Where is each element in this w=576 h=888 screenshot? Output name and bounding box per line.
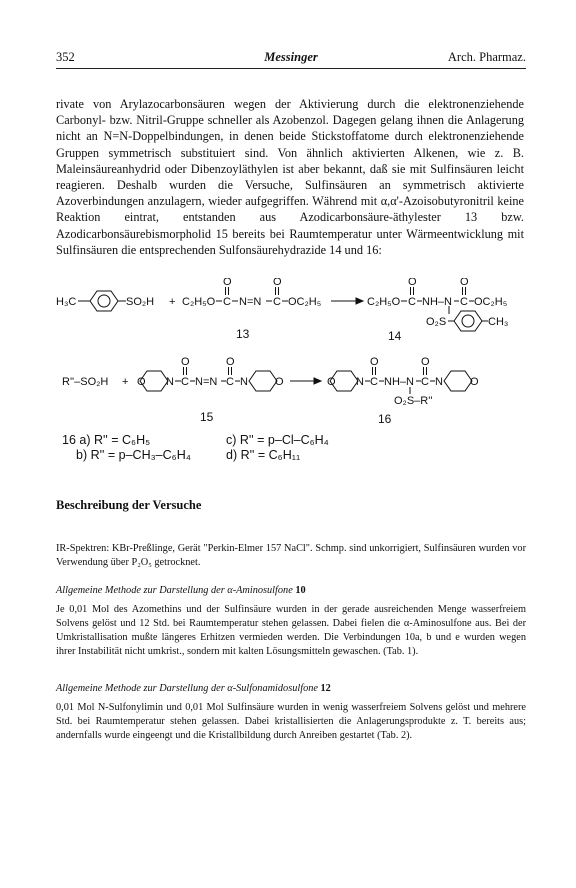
aromatic-circle xyxy=(462,315,474,327)
page-number: 352 xyxy=(56,50,75,64)
carbonyl-oxygen: O xyxy=(421,356,430,368)
product-ester-left: C₂H₅O xyxy=(367,296,401,308)
method-1-title xyxy=(56,584,526,598)
ring-nitrogen: N xyxy=(356,376,364,388)
plus-sign: + xyxy=(169,296,176,308)
compound-label-13: 13 xyxy=(236,327,250,341)
ring-oxygen: O xyxy=(137,376,146,388)
carbonyl-oxygen: O xyxy=(460,278,469,288)
method-1-title-text: Allgemeine Methode zur Darstellung der α-Aminosulfone xyxy=(56,585,296,596)
substituent-d: d) R'' = C₆H₁₁ xyxy=(226,448,301,462)
carbonyl-carbon: C xyxy=(370,376,378,388)
intro-text xyxy=(56,96,524,258)
morpholine-ring xyxy=(249,371,277,391)
journal-name: Arch. Pharmaz. xyxy=(447,50,526,64)
ring-nitrogen: N xyxy=(166,376,174,388)
carbonyl-carbon: C xyxy=(226,376,234,388)
product-ch3: CH₃ xyxy=(488,316,509,328)
reagent-so2h: SO₂H xyxy=(126,296,155,308)
plus-sign: + xyxy=(122,376,129,388)
intro-paragraph: rivate von Arylazocarbonsäuren wegen der Aktivierung durch die elektronenziehende Carbonyl- bzw. Nitril-Gruppe schneller als Azobenzol. Dagegen gelang ihnen die Anlagerung nicht an N=N-Doppelbindungen, in denen beide Stickstoffatome durch elektronenziehende Gruppen symmetrisch substituiert sind. Von ähnlich aktivierten Alkenen, wie z. B. Maleinsäureanhydrid oder Dibenzoyläthylen ist aber bekannt, daß sie mit Sulfinsäuren leicht reagieren. Deshalb wurden die Versuche, Sulfinsäuren an symmetrisch aktivierte Azoverbindungen anzulagern, wieder aufgegriffen. Während mit α,α'-Azoisobutyronitril keine Reaktion eintrat, entstanden aus Azodicarbonsäure-äthylester 13 bzw. Azodicarbonsäurebismorpholid 15 bereits bei Raumtemperatur unter Wärmeentwicklung mit Sulfinsäuren die entsprechenden Sulfonsäurehydrazide 14 und 16: xyxy=(56,97,524,257)
carbonyl-oxygen: O xyxy=(273,278,282,288)
method-1-block xyxy=(56,584,526,659)
carbonyl-carbon: C xyxy=(223,296,231,308)
method-1-text: Je 0,01 Mol des Azomethins und der Sulfinsäure wurden in der gerade ausreichenden Menge wasserfreiem Solvens gelöst und 12 Std. bei Raumtemperatur stehen gelassen. Dabei fielen die α-Aminosulfone aus. Bei der Umkristallisation mußte längeres Erhitzen vermieden werden. Die Verbindungen 10a, b und e wurden wegen ihrer Instabilität nicht umkrist., sondern mit kalten Lösungsmitteln gewaschen. (Tab. 1). xyxy=(56,604,526,657)
substituent-b: b) R'' = p–CH₃–C₆H₄ xyxy=(76,448,191,462)
ring-nitrogen: N xyxy=(435,376,443,388)
ring-oxygen: O xyxy=(327,376,336,388)
substituent-list xyxy=(62,433,329,463)
benzene-ring xyxy=(454,311,482,331)
product-so2r: O₂S–R'' xyxy=(394,395,433,407)
ring-nitrogen: N xyxy=(240,376,248,388)
hydrazide-chain: NH–N xyxy=(422,296,452,308)
reaction-scheme-svg xyxy=(56,278,526,443)
author-name: Messinger xyxy=(264,50,318,64)
method-2-title-text: Allgemeine Methode zur Darstellung der α-Sulfonamidosulfone xyxy=(56,683,321,694)
ring-oxygen: O xyxy=(470,376,479,388)
carbonyl-oxygen: O xyxy=(370,356,379,368)
carbonyl-oxygen: O xyxy=(181,356,190,368)
carbonyl-carbon: C xyxy=(181,376,189,388)
reagent-ch3: H₃C xyxy=(56,296,77,308)
morpholine-ring xyxy=(444,371,472,391)
method-2-title-number: 12 xyxy=(320,683,331,694)
ring-oxygen: O xyxy=(275,376,284,388)
substituent-c: c) R'' = p–Cl–C₆H₄ xyxy=(226,433,329,447)
carbonyl-carbon: C xyxy=(273,296,281,308)
method-2-text: 0,01 Mol N-Sulfonylimin und 0,01 Mol Sulfinsäure wurden in wenig wasserfreiem Solvens gelöst und mehrere Std. bei Raumtemperatur stehen gelassen. Dabei kristallisierten die Anlagerungsprodukte z. T. bereits aus; andernfalls wurde eingeengt und die Kristallbildung durch Anreiben gestartet (Tab. 2). xyxy=(56,702,526,741)
azo-chain: N=N xyxy=(239,296,262,308)
arrow-head xyxy=(356,298,363,304)
aromatic-circle xyxy=(98,295,110,307)
method-2-title xyxy=(56,682,526,696)
section-heading: Beschreibung der Versuche xyxy=(56,498,202,512)
carbonyl-oxygen: O xyxy=(408,278,417,288)
compound-label-15: 15 xyxy=(200,410,214,424)
carbonyl-carbon: C xyxy=(421,376,429,388)
substituent-row xyxy=(62,433,329,448)
ester-right: OC₂H₅ xyxy=(288,296,322,308)
substituent-row xyxy=(62,448,329,463)
ir-paragraph: IR-Spektren: KBr-Preßlinge, Gerät "Perkin-Elmer 157 NaCl". Schmp. sind unkorrigiert, Sulfinsäuren wurden vor Verwendung über P₂O₅ getrocknet. xyxy=(56,543,526,568)
product-ester-right: OC₂H₅ xyxy=(474,296,508,308)
reaction-scheme xyxy=(56,278,526,443)
carbonyl-carbon: C xyxy=(408,296,416,308)
compound-label-16: 16 xyxy=(378,412,392,426)
compound-label-14: 14 xyxy=(388,329,402,343)
reagent-sulfinic-acid: R''–SO₂H xyxy=(62,376,109,388)
carbonyl-carbon: C xyxy=(460,296,468,308)
hydrazide-chain: NH–N xyxy=(384,376,414,388)
method-2-block xyxy=(56,682,526,743)
method-1-title-number: 10 xyxy=(295,585,306,596)
benzene-ring xyxy=(90,291,118,311)
carbonyl-oxygen: O xyxy=(223,278,232,288)
carbonyl-oxygen: O xyxy=(226,356,235,368)
ester-left: C₂H₅O xyxy=(182,296,216,308)
azo-chain: N=N xyxy=(195,376,218,388)
arrow-head xyxy=(314,378,321,384)
running-header xyxy=(56,48,526,69)
ir-paragraph-block xyxy=(56,542,526,570)
product-o2s: O₂S xyxy=(426,316,447,328)
substituent-a: 16 a) R'' = C₆H₅ xyxy=(62,433,151,447)
